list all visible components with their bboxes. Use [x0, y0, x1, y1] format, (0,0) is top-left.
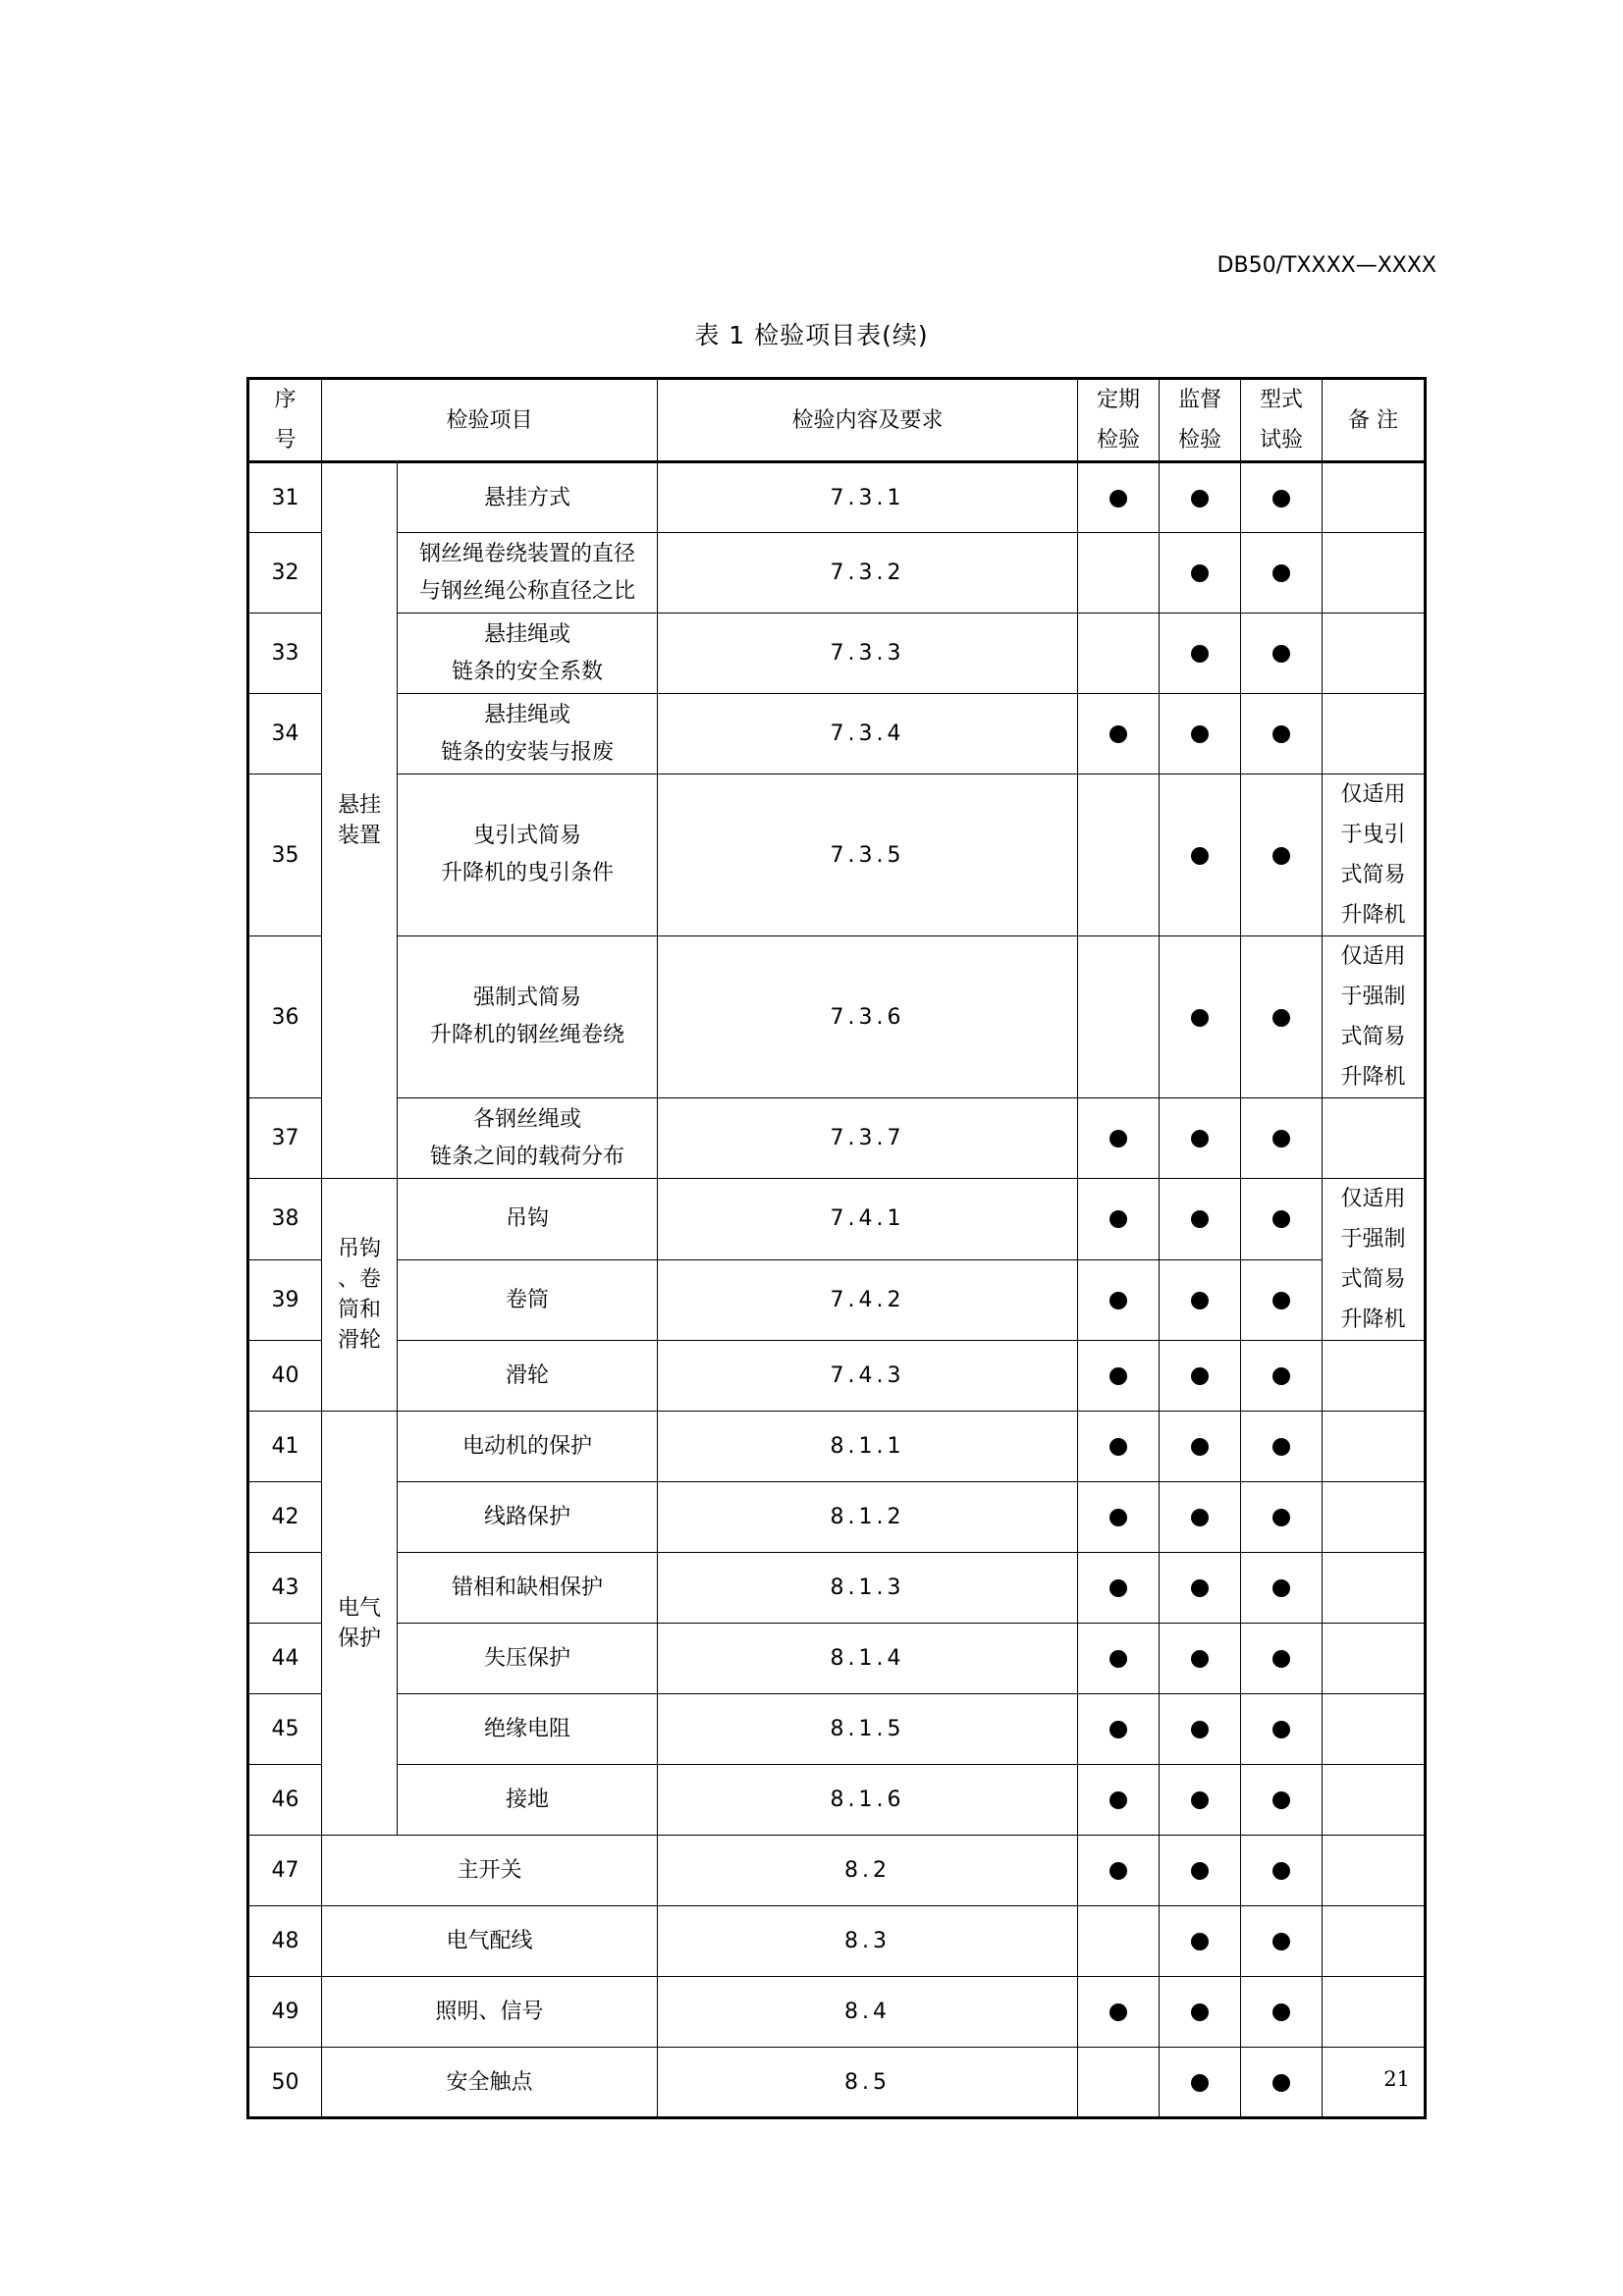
remark	[1323, 1412, 1426, 1482]
clause-ref: 8.1.3	[658, 1553, 1078, 1624]
remark	[1323, 1977, 1426, 2048]
check-periodic	[1078, 1624, 1160, 1694]
check-type-test	[1241, 1341, 1323, 1412]
filled-dot-icon	[1191, 1009, 1209, 1027]
row-number: 32	[248, 533, 322, 614]
table-row	[248, 1482, 1426, 1553]
remark: 仅适用 于曳引 式简易 升降机	[1323, 774, 1426, 936]
check-periodic	[1078, 774, 1160, 936]
filled-dot-icon	[1272, 564, 1290, 582]
check-supervision	[1160, 462, 1241, 533]
check-periodic	[1078, 1179, 1160, 1260]
remark	[1323, 1624, 1426, 1694]
header-seq: 序 号	[248, 379, 322, 462]
check-periodic	[1078, 1098, 1160, 1179]
remark	[1323, 1098, 1426, 1179]
clause-ref: 7.3.4	[658, 694, 1078, 774]
row-number: 37	[248, 1098, 322, 1179]
check-type-test	[1241, 774, 1323, 936]
table-row	[248, 1179, 1426, 1260]
check-supervision	[1160, 1694, 1241, 1765]
filled-dot-icon	[1191, 1650, 1209, 1668]
remark	[1323, 1482, 1426, 1553]
item-name: 线路保护	[398, 1482, 658, 1553]
remark	[1323, 462, 1426, 533]
check-supervision	[1160, 1906, 1241, 1977]
check-type-test	[1241, 1977, 1323, 2048]
table-row	[248, 1412, 1426, 1482]
table-row	[248, 1836, 1426, 1906]
check-supervision	[1160, 1098, 1241, 1179]
clause-ref: 8.1.5	[658, 1694, 1078, 1765]
check-periodic	[1078, 1906, 1160, 1977]
clause-ref: 8.1.4	[658, 1624, 1078, 1694]
remark	[1323, 1836, 1426, 1906]
filled-dot-icon	[1191, 1509, 1209, 1526]
remark	[1323, 533, 1426, 614]
filled-dot-icon	[1191, 564, 1209, 582]
item-name: 绝缘电阻	[398, 1694, 658, 1765]
remark	[1323, 1341, 1426, 1412]
clause-ref: 7.3.6	[658, 936, 1078, 1098]
clause-ref: 7.3.1	[658, 462, 1078, 533]
item-name: 电气配线	[322, 1906, 658, 1977]
item-name: 悬挂绳或 链条的安装与报废	[398, 694, 658, 774]
item-name: 卷筒	[398, 1259, 658, 1341]
filled-dot-icon	[1272, 1009, 1290, 1027]
table-row	[248, 1765, 1426, 1836]
clause-ref: 7.3.3	[658, 614, 1078, 694]
remark	[1323, 694, 1426, 774]
clause-ref: 7.3.5	[658, 774, 1078, 936]
clause-ref: 8.1.2	[658, 1482, 1078, 1553]
filled-dot-icon	[1272, 1579, 1290, 1597]
check-supervision	[1160, 1482, 1241, 1553]
filled-dot-icon	[1272, 1438, 1290, 1456]
check-periodic	[1078, 1412, 1160, 1482]
filled-dot-icon	[1272, 2003, 1290, 2021]
table-row	[248, 2048, 1426, 2118]
remark	[1323, 1694, 1426, 1765]
filled-dot-icon	[1191, 1210, 1209, 1228]
check-supervision	[1160, 694, 1241, 774]
item-name: 滑轮	[398, 1341, 658, 1412]
filled-dot-icon	[1272, 725, 1290, 743]
item-name: 各钢丝绳或 链条之间的载荷分布	[398, 1098, 658, 1179]
table-row	[248, 1553, 1426, 1624]
table-row	[248, 774, 1426, 936]
table-row	[248, 462, 1426, 533]
row-number: 41	[248, 1412, 322, 1482]
check-supervision	[1160, 614, 1241, 694]
check-type-test	[1241, 1765, 1323, 1836]
filled-dot-icon	[1109, 490, 1127, 507]
item-name: 悬挂绳或 链条的安全系数	[398, 614, 658, 694]
check-supervision	[1160, 1553, 1241, 1624]
filled-dot-icon	[1191, 1130, 1209, 1148]
check-supervision	[1160, 533, 1241, 614]
row-number: 34	[248, 694, 322, 774]
clause-ref: 8.5	[658, 2048, 1078, 2118]
filled-dot-icon	[1272, 645, 1290, 663]
filled-dot-icon	[1109, 1791, 1127, 1809]
check-supervision	[1160, 1341, 1241, 1412]
check-supervision	[1160, 1412, 1241, 1482]
clause-ref: 8.1.6	[658, 1765, 1078, 1836]
check-type-test	[1241, 936, 1323, 1098]
check-type-test	[1241, 533, 1323, 614]
filled-dot-icon	[1109, 2003, 1127, 2021]
row-number: 40	[248, 1341, 322, 1412]
filled-dot-icon	[1109, 1862, 1127, 1880]
check-supervision	[1160, 1765, 1241, 1836]
filled-dot-icon	[1272, 1650, 1290, 1668]
clause-ref: 8.3	[658, 1906, 1078, 1977]
table-row	[248, 936, 1426, 1098]
check-periodic	[1078, 1341, 1160, 1412]
table-row	[248, 1341, 1426, 1412]
item-name: 主开关	[322, 1836, 658, 1906]
filled-dot-icon	[1272, 1791, 1290, 1809]
check-supervision	[1160, 1179, 1241, 1260]
filled-dot-icon	[1191, 2074, 1209, 2092]
table-row	[248, 614, 1426, 694]
row-number: 31	[248, 462, 322, 533]
filled-dot-icon	[1191, 1292, 1209, 1309]
row-number: 49	[248, 1977, 322, 2048]
header-remark: 备 注	[1323, 379, 1426, 462]
filled-dot-icon	[1109, 1509, 1127, 1526]
item-name: 钢丝绳卷绕装置的直径 与钢丝绳公称直径之比	[398, 533, 658, 614]
check-supervision	[1160, 1836, 1241, 1906]
document-code: DB50/TXXXX—XXXX	[1217, 253, 1436, 278]
header-supervision: 监督 检验	[1160, 379, 1241, 462]
header-content: 检验内容及要求	[658, 379, 1078, 462]
filled-dot-icon	[1272, 1130, 1290, 1148]
table-title: 表 1 检验项目表(续)	[694, 321, 929, 349]
check-periodic	[1078, 1977, 1160, 2048]
check-periodic	[1078, 1694, 1160, 1765]
check-type-test	[1241, 1098, 1323, 1179]
check-periodic	[1078, 1765, 1160, 1836]
filled-dot-icon	[1191, 1367, 1209, 1385]
table-row	[248, 1624, 1426, 1694]
row-number: 45	[248, 1694, 322, 1765]
row-number: 36	[248, 936, 322, 1098]
remark: 仅适用 于强制 式简易 升降机	[1323, 1179, 1426, 1341]
item-name: 强制式简易 升降机的钢丝绳卷绕	[398, 936, 658, 1098]
check-periodic	[1078, 1259, 1160, 1341]
check-supervision	[1160, 1259, 1241, 1341]
check-type-test	[1241, 1836, 1323, 1906]
filled-dot-icon	[1109, 1292, 1127, 1309]
row-number: 38	[248, 1179, 322, 1260]
header-periodic: 定期 检验	[1078, 379, 1160, 462]
item-name: 悬挂方式	[398, 462, 658, 533]
table-header-row	[248, 379, 1426, 462]
remark	[1323, 1553, 1426, 1624]
filled-dot-icon	[1272, 1933, 1290, 1950]
row-number: 33	[248, 614, 322, 694]
clause-ref: 7.4.1	[658, 1179, 1078, 1260]
check-type-test	[1241, 2048, 1323, 2118]
item-name: 照明、信号	[322, 1977, 658, 2048]
clause-ref: 8.2	[658, 1836, 1078, 1906]
table-row	[248, 694, 1426, 774]
check-type-test	[1241, 1624, 1323, 1694]
filled-dot-icon	[1191, 847, 1209, 865]
remark	[1323, 1765, 1426, 1836]
check-supervision	[1160, 2048, 1241, 2118]
group-label: 吊钩 、卷 筒和 滑轮	[322, 1179, 398, 1412]
filled-dot-icon	[1191, 1438, 1209, 1456]
clause-ref: 7.4.3	[658, 1341, 1078, 1412]
item-name: 吊钩	[398, 1179, 658, 1260]
row-number: 50	[248, 2048, 322, 2118]
table-row	[248, 533, 1426, 614]
clause-ref: 7.3.7	[658, 1098, 1078, 1179]
filled-dot-icon	[1272, 1509, 1290, 1526]
item-name: 曳引式简易 升降机的曳引条件	[398, 774, 658, 936]
filled-dot-icon	[1272, 1292, 1290, 1309]
clause-ref: 8.4	[658, 1977, 1078, 2048]
page-number: 21	[1383, 2067, 1410, 2091]
filled-dot-icon	[1272, 2074, 1290, 2092]
check-type-test	[1241, 614, 1323, 694]
inspection-table	[246, 377, 1427, 2119]
filled-dot-icon	[1109, 1130, 1127, 1148]
row-number: 44	[248, 1624, 322, 1694]
clause-ref: 8.1.1	[658, 1412, 1078, 1482]
table-row	[248, 1259, 1426, 1341]
header-item: 检验项目	[322, 379, 658, 462]
table-row	[248, 1977, 1426, 2048]
check-type-test	[1241, 1906, 1323, 1977]
filled-dot-icon	[1109, 1650, 1127, 1668]
filled-dot-icon	[1109, 1210, 1127, 1228]
check-periodic	[1078, 533, 1160, 614]
group-label: 悬挂 装置	[322, 462, 398, 1179]
check-type-test	[1241, 1259, 1323, 1341]
check-periodic	[1078, 1836, 1160, 1906]
check-supervision	[1160, 774, 1241, 936]
row-number: 39	[248, 1259, 322, 1341]
row-number: 48	[248, 1906, 322, 1977]
check-supervision	[1160, 936, 1241, 1098]
check-periodic	[1078, 1553, 1160, 1624]
check-periodic	[1078, 694, 1160, 774]
filled-dot-icon	[1191, 1862, 1209, 1880]
table-row	[248, 1694, 1426, 1765]
filled-dot-icon	[1191, 1579, 1209, 1597]
filled-dot-icon	[1272, 1367, 1290, 1385]
clause-ref: 7.3.2	[658, 533, 1078, 614]
filled-dot-icon	[1191, 645, 1209, 663]
check-periodic	[1078, 2048, 1160, 2118]
item-name: 安全触点	[322, 2048, 658, 2118]
remark: 仅适用 于强制 式简易 升降机	[1323, 936, 1426, 1098]
filled-dot-icon	[1272, 1721, 1290, 1738]
table-row	[248, 1906, 1426, 1977]
row-number: 47	[248, 1836, 322, 1906]
filled-dot-icon	[1272, 847, 1290, 865]
filled-dot-icon	[1109, 1367, 1127, 1385]
filled-dot-icon	[1109, 1579, 1127, 1597]
row-number: 35	[248, 774, 322, 936]
filled-dot-icon	[1191, 2003, 1209, 2021]
row-number: 46	[248, 1765, 322, 1836]
check-periodic	[1078, 614, 1160, 694]
check-periodic	[1078, 936, 1160, 1098]
row-number: 43	[248, 1553, 322, 1624]
clause-ref: 7.4.2	[658, 1259, 1078, 1341]
filled-dot-icon	[1191, 725, 1209, 743]
check-type-test	[1241, 1694, 1323, 1765]
item-name: 接地	[398, 1765, 658, 1836]
check-type-test	[1241, 694, 1323, 774]
check-periodic	[1078, 1482, 1160, 1553]
group-label: 电气 保护	[322, 1412, 398, 1836]
row-number: 42	[248, 1482, 322, 1553]
remark	[1323, 614, 1426, 694]
filled-dot-icon	[1109, 725, 1127, 743]
item-name: 电动机的保护	[398, 1412, 658, 1482]
filled-dot-icon	[1191, 1791, 1209, 1809]
item-name: 失压保护	[398, 1624, 658, 1694]
header-type-test: 型式 试验	[1241, 379, 1323, 462]
check-type-test	[1241, 1179, 1323, 1260]
filled-dot-icon	[1272, 490, 1290, 507]
check-type-test	[1241, 1553, 1323, 1624]
item-name: 错相和缺相保护	[398, 1553, 658, 1624]
filled-dot-icon	[1272, 1210, 1290, 1228]
check-supervision	[1160, 1977, 1241, 2048]
check-type-test	[1241, 1482, 1323, 1553]
filled-dot-icon	[1191, 1721, 1209, 1738]
filled-dot-icon	[1109, 1438, 1127, 1456]
check-supervision	[1160, 1624, 1241, 1694]
check-periodic	[1078, 462, 1160, 533]
check-type-test	[1241, 1412, 1323, 1482]
filled-dot-icon	[1191, 1933, 1209, 1950]
filled-dot-icon	[1272, 1862, 1290, 1880]
filled-dot-icon	[1191, 490, 1209, 507]
remark	[1323, 1906, 1426, 1977]
check-type-test	[1241, 462, 1323, 533]
filled-dot-icon	[1109, 1721, 1127, 1738]
table-row	[248, 1098, 1426, 1179]
